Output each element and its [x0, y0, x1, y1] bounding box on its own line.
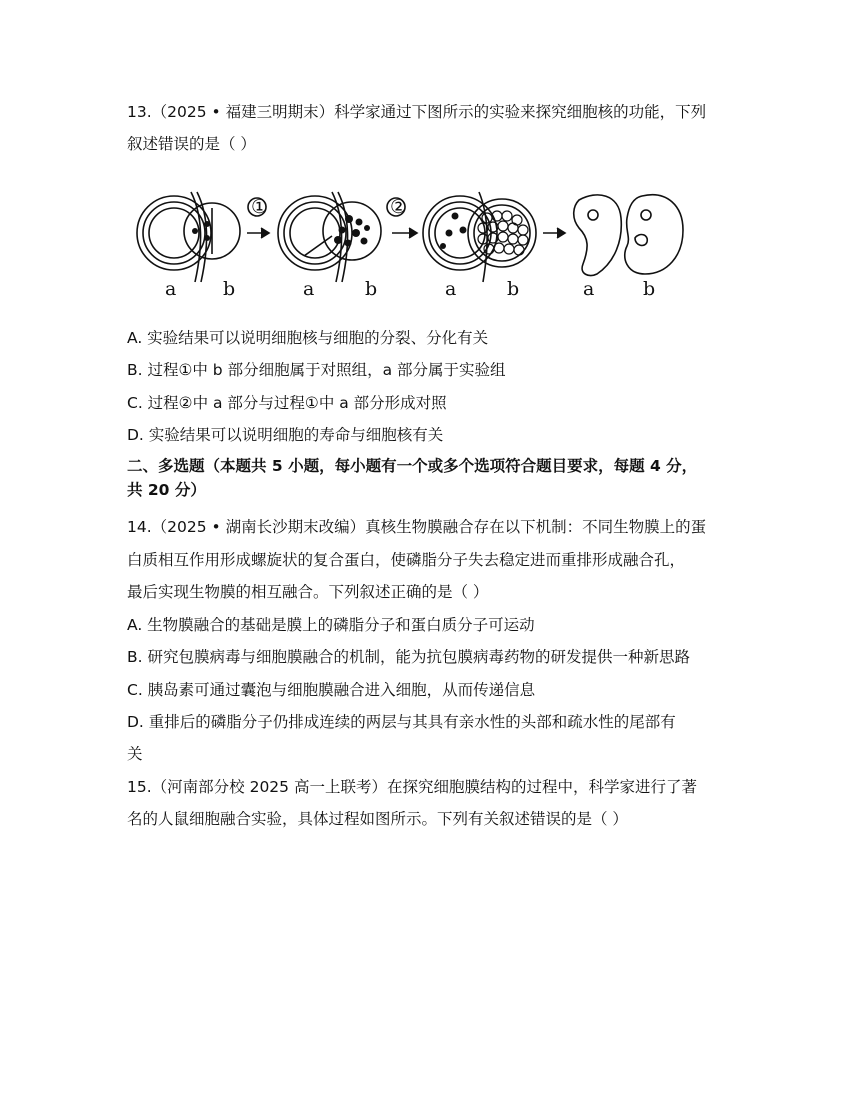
- q15-stem-line2: 名的人鼠细胞融合实验，具体过程如图所示。下列有关叙述错误的是（ ）: [127, 810, 628, 828]
- q14-stem-line3: 最后实现生物膜的相互融合。下列叙述正确的是（ ）: [127, 583, 489, 601]
- q14-stem-line1: 14.（2025 • 湖南长沙期末改编）真核生物膜融合存在以下机制：不同生物膜上的蛋: [127, 518, 707, 536]
- q13-option-d: D. 实验结果可以说明细胞的寿命与细胞核有关: [127, 426, 444, 444]
- step-1-label: ①: [251, 196, 269, 218]
- arrow-3: [543, 228, 565, 238]
- fig-label-a1: a: [165, 278, 177, 300]
- q14-option-d-continued: 关: [127, 745, 143, 763]
- fig-label-b1: b: [223, 278, 236, 300]
- q14-option-d: D. 重排后的磷脂分子仍排成连续的两层与其具有亲水性的头部和疏水性的尾部有: [127, 713, 676, 731]
- q14-stem-line2: 白质相互作用形成螺旋状的复合蛋白，使磷脂分子失去稳定进而重排形成融合孔，: [127, 551, 686, 569]
- stage-3-nuclei-a: [440, 213, 467, 250]
- q13-option-c: C. 过程②中 a 部分与过程①中 a 部分形成对照: [127, 394, 447, 412]
- fig-label-b2: b: [365, 278, 378, 300]
- q15-stem-line1: 15.（河南部分校 2025 高一上联考）在探究细胞膜结构的过程中，科学家进行了著: [127, 778, 697, 796]
- section-2-heading-line2: 共 20 分）: [127, 481, 206, 499]
- fig-label-a3: a: [445, 278, 457, 300]
- fig-label-a2: a: [303, 278, 315, 300]
- stage-2-cell: [278, 192, 381, 282]
- fig-label-b3: b: [507, 278, 520, 300]
- q13-option-b: B. 过程①中 b 部分细胞属于对照组，a 部分属于实验组: [127, 361, 506, 379]
- fig-label-a4: a: [583, 278, 595, 300]
- nucleus-experiment-figure: [127, 178, 687, 303]
- q13-stem-line1: 13.（2025 • 福建三明期末）科学家通过下图所示的实验来探究细胞核的功能，下列: [127, 103, 707, 121]
- q14-option-a: A. 生物膜融合的基础是膜上的磷脂分子和蛋白质分子可运动: [127, 616, 535, 634]
- stage-4-cells: [574, 195, 683, 276]
- step-2-label: ②: [390, 196, 408, 218]
- q13-stem-line2: 叙述错误的是（ ）: [127, 135, 256, 153]
- q14-option-c: C. 胰岛素可通过囊泡与细胞膜融合进入细胞，从而传递信息: [127, 681, 536, 699]
- section-2-heading-line1: 二、多选题（本题共 5 小题，每小题有一个或多个选项符合题目要求，每题 4 分，: [127, 457, 698, 475]
- fig-label-b4: b: [643, 278, 656, 300]
- q14-option-b: B. 研究包膜病毒与细胞膜融合的机制，能为抗包膜病毒药物的研发提供一种新思路: [127, 648, 690, 666]
- stage-1-cell: [137, 192, 240, 282]
- q13-option-a: A. 实验结果可以说明细胞核与细胞的分裂、分化有关: [127, 329, 489, 347]
